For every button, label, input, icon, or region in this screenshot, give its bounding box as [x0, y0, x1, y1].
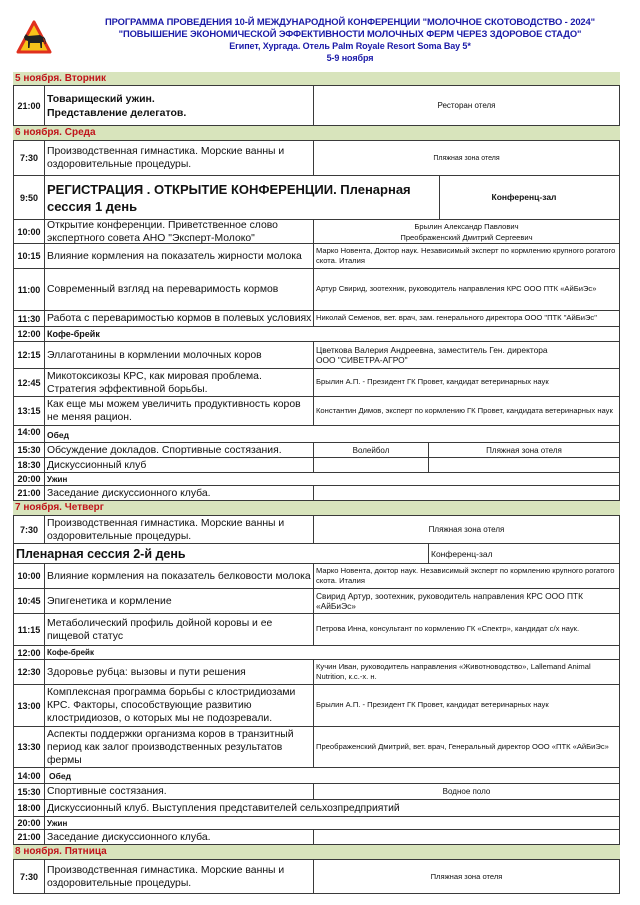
topic-cell: Влияние кормления на показатель жирности молока [45, 244, 314, 268]
time-cell: 13:15 [14, 397, 45, 425]
topic-cell: Товарищеский ужин. Представление делегатов. [45, 86, 314, 125]
schedule-row [13, 443, 620, 458]
schedule-row [13, 85, 620, 126]
time-cell: 11:00 [14, 269, 45, 310]
schedule-row [13, 473, 620, 486]
day-band: 8 ноября. Пятница [13, 845, 620, 859]
venue-cell [314, 830, 619, 844]
speaker-cell: Брылин А.П. - Президент ГК Провет, кандидат ветеринарных наук [316, 700, 549, 710]
schedule-row [13, 176, 620, 220]
program-dates: 5-9 ноября [326, 53, 374, 63]
venue-cell: Ресторан отеля [437, 101, 496, 110]
schedule-row [13, 220, 620, 244]
speaker-cell: Константин Димов, эксперт по кормлению ГК Провет, кандидата ветеринарных наук [316, 405, 613, 415]
program-title: ПРОГРАММА ПРОВЕДЕНИЯ 10-Й МЕЖДУНАРОДНОЙ КОНФЕРЕНЦИИ "МОЛОЧНОЕ СКОТОВОДСТВО - 2024" [104, 16, 596, 27]
topic-cell: Кофе-брейк [47, 328, 100, 339]
schedule-row [13, 817, 620, 830]
topic-cell: Метаболический профиль дойной коровы и ее пищевой статус [45, 614, 314, 645]
program-location: Египет, Хургада. Отель Palm Royale Resort Soma Bay 5* [229, 41, 471, 51]
topic-cell: Пленарная сессия 2-й день [14, 544, 429, 563]
speaker-cell: Кучин Иван, руководитель направления «Животноводство», Lallemand Animal Nutrition, к.с.-х. н. [316, 661, 591, 681]
topic-cell: Дискуссионный клуб. Выступления представителей сельхозпредприятий [47, 802, 400, 814]
speaker-cell: Свирид Артур, зоотехник, руководитель направления КРС ООО ПТК «АйБиЭс» [316, 590, 584, 611]
time-cell: 10:00 [14, 564, 45, 588]
topic-cell: Работа с переваримостью кормов в полевых условиях [45, 311, 314, 326]
venue-cell-2: Пляжная зона отеля [486, 445, 562, 455]
schedule-row [13, 768, 620, 784]
time-cell: 12:15 [14, 342, 45, 368]
schedule-row [13, 426, 620, 443]
time-cell: 9:50 [14, 176, 45, 219]
schedule-row [13, 342, 620, 369]
topic-cell: Заседание дискуссионного клуба. [45, 830, 314, 844]
topic-cell: Производственная гимнастика. Морские ванны и оздоровительные процедуры. [45, 516, 314, 543]
schedule-row [13, 458, 620, 473]
schedule-row [13, 369, 620, 397]
time-cell: 13:00 [14, 685, 45, 726]
schedule-row [13, 660, 620, 685]
schedule-row [13, 830, 620, 845]
topic-cell: Дискуссионный клуб [45, 458, 314, 472]
schedule-row [13, 269, 620, 311]
speaker-cell: Преображенский Дмитрий, вет. врач, Генеральный директор ООО «ПТК «АйБиЭс» [316, 741, 609, 751]
venue-cell: Волейбол [314, 443, 429, 457]
time-cell: 7:30 [14, 516, 45, 543]
topic-cell: Современный взгляд на переваримость кормов [45, 269, 314, 310]
time-cell: 21:00 [14, 830, 45, 844]
topic-cell: Ужин [47, 818, 68, 828]
topic-cell: Ужин [47, 474, 68, 484]
schedule-row [13, 685, 620, 727]
schedule-row [13, 486, 620, 501]
schedule-row [13, 784, 620, 800]
venue-cell: Пляжная зона отеля [428, 525, 505, 534]
schedule-row [13, 564, 620, 589]
topic-cell: Микотоксикозы КРС, как мировая проблема. Стратегия эффективной борьбы. [45, 369, 314, 396]
time-cell: 12:45 [14, 369, 45, 396]
schedule-row [13, 311, 620, 327]
day-band: 6 ноября. Среда [13, 126, 620, 140]
time-cell: 15:30 [14, 443, 45, 457]
time-cell: 15:30 [14, 784, 45, 799]
topic-cell: Обед [47, 430, 69, 440]
speaker-cell: Марко Новента, Доктор наук. Независимый эксперт по кормлению крупного рогатого скота. Италия [316, 245, 616, 265]
day-band: 7 ноября. Четверг [13, 501, 620, 515]
venue-cell [314, 486, 619, 500]
schedule-row [13, 614, 620, 646]
time-cell: 12:00 [14, 327, 45, 341]
speaker-cell: Брылин Александр Павлович Преображенский Дмитрий Сергеевич [400, 221, 533, 242]
venue-cell [314, 458, 429, 472]
time-cell: 20:00 [14, 817, 45, 829]
time-cell: 11:30 [14, 311, 45, 326]
time-cell: 12:30 [14, 660, 45, 684]
schedule-row [13, 327, 620, 342]
time-cell: 18:00 [14, 800, 45, 816]
schedule-row [13, 800, 620, 817]
schedule-row [13, 544, 620, 564]
schedule-row [13, 397, 620, 426]
venue-cell: Пляжная зона отеля [433, 154, 500, 162]
time-cell: 14:00 [14, 768, 45, 783]
speaker-cell: Петрова Инна, консультант по кормлению ГК «Спектр», кандидат с/х наук. [316, 624, 580, 634]
venue-cell: Конференц-зал [431, 548, 493, 559]
time-cell: 21:00 [14, 486, 45, 500]
venue-cell: Конференц-зал [491, 192, 557, 202]
schedule-row [13, 646, 620, 660]
topic-cell: Спортивные состязания. [45, 784, 314, 799]
time-cell: 10:00 [14, 220, 45, 243]
topic-cell: Эллаготанины в кормлении молочных коров [45, 342, 314, 368]
program-subtitle: "ПОВЫШЕНИЕ ЭКОНОМИЧЕСКОЙ ЭФФЕКТИВНОСТИ МОЛОЧНЫХ ФЕРМ ЧЕРЕЗ ЗДОРОВОЕ СТАДО" [118, 28, 582, 39]
time-cell: 18:30 [14, 458, 45, 472]
topic-cell: РЕГИСТРАЦИЯ . ОТКРЫТИЕ КОНФЕРЕНЦИИ. Пленарная сессия 1 день [45, 176, 440, 219]
topic-cell: Влияние кормления на показатель белковости молока [45, 564, 314, 588]
topic-cell: Производственная гимнастика. Морские ванны и оздоровительные процедуры. [45, 860, 314, 893]
speaker-cell: Цветкова Валерия Андреевна, заместитель Ген. директора ООО "СИВЕТРА-АГРО" [316, 344, 548, 365]
topic-cell: Здоровье рубца: вызовы и пути решения [45, 660, 314, 684]
speaker-cell: Брылин А.П. - Президент ГК Провет, кандидат ветеринарных наук [316, 377, 549, 387]
topic-cell: Эпигенетика и кормление [45, 589, 314, 613]
topic-cell: Производственная гимнастика. Морские ванны и оздоровительные процедуры. [45, 141, 314, 175]
schedule-row [13, 244, 620, 269]
speaker-cell: Артур Свирид, зоотехник, руководитель направления КРС ООО ПТК «АйБиЭс» [316, 284, 597, 294]
topic-cell: Кофе-брейк [47, 648, 94, 657]
time-cell: 11:15 [14, 614, 45, 645]
topic-cell: Обед [49, 771, 71, 781]
topic-cell: Заседание дискуссионного клуба. [45, 486, 314, 500]
venue-cell: Водное поло [442, 787, 491, 796]
topic-cell: Как еще мы можем увеличить продуктивность коров не меняя рацион. [45, 397, 314, 425]
schedule-row [13, 140, 620, 176]
time-cell: 20:00 [14, 473, 45, 485]
venue-cell: Пляжная зона отеля [430, 872, 503, 881]
speaker-cell: Николай Семенов, вет. врач, зам. генерального директора ООО "ПТК "АйБиЭс" [316, 313, 597, 323]
time-cell: 13:30 [14, 727, 45, 767]
time-cell: 7:30 [14, 860, 45, 893]
schedule-row [13, 727, 620, 768]
topic-cell: Открытие конференции. Приветственное слово экспертного совета АНО "Эксперт-Молоко" [45, 220, 314, 243]
venue-cell-2 [429, 458, 619, 472]
time-cell: 12:00 [14, 646, 45, 659]
topic-cell: Аспекты поддержки организма коров в транзитный период как залог производственных результатов фермы [45, 727, 314, 767]
day-band: 5 ноября. Вторник [13, 72, 620, 85]
topic-cell: Комплексная программа борьбы с клостридиозами КРС. Факторы, способствующие развитию клостридиозов, о которых мы не подозревали. [45, 685, 314, 726]
time-cell: 14:00 [14, 426, 45, 442]
schedule-row [13, 859, 620, 894]
time-cell: 21:00 [14, 86, 45, 125]
speaker-cell: Марко Новента, доктор наук. Независимый эксперт по кормлению крупного рогатого скота. Италия [316, 565, 615, 585]
schedule-row [13, 589, 620, 614]
time-cell: 10:15 [14, 244, 45, 268]
time-cell: 7:30 [14, 141, 45, 175]
time-cell: 10:45 [14, 589, 45, 613]
schedule-row [13, 515, 620, 544]
topic-cell: Обсуждение докладов. Спортивные состязания. [45, 443, 314, 457]
